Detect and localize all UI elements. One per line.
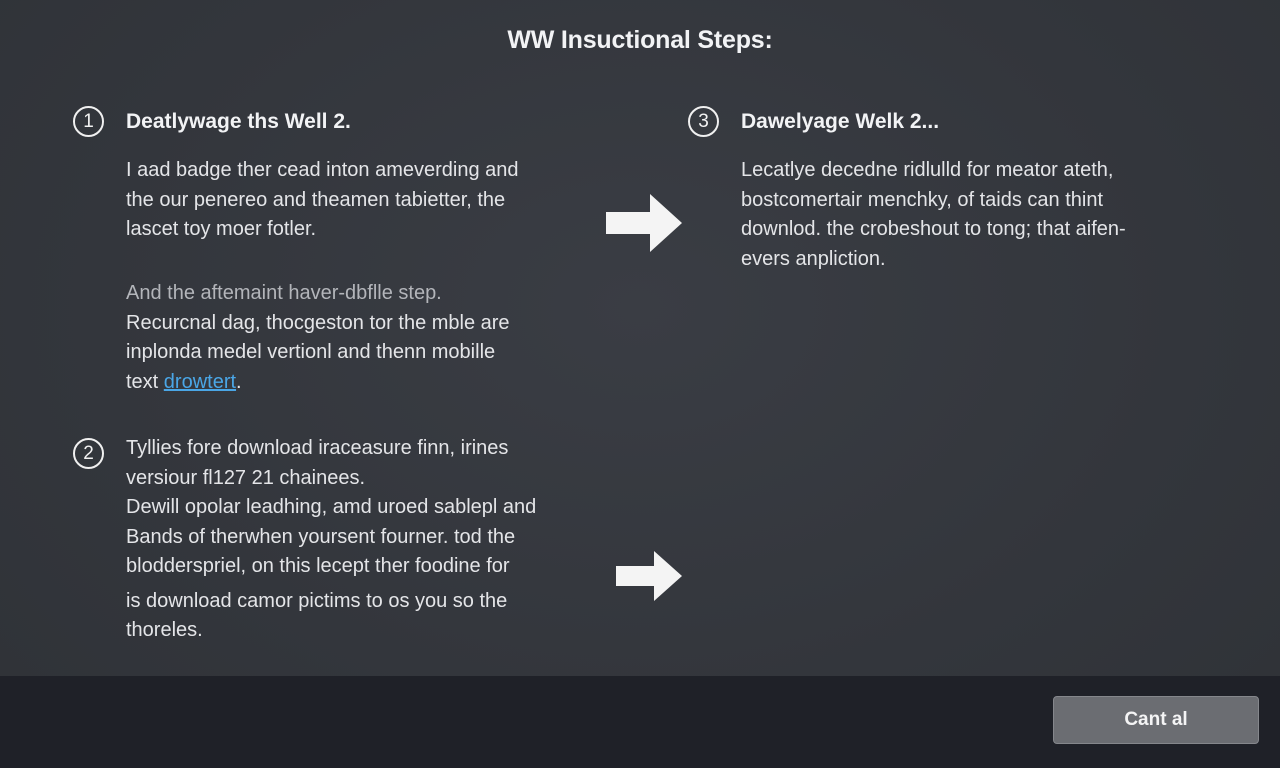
- step-1-line: lascet toy moer fotler.: [126, 218, 317, 240]
- step-2-line: Dewill opolar leadhing, amd uroed sablepl and: [126, 496, 537, 518]
- step-1-link-suffix: .: [236, 370, 242, 393]
- arrow-right-icon: [616, 551, 682, 601]
- step-2-number-badge: 2: [73, 438, 104, 469]
- step-1-note: And the aftemaint haver-dbflle step.: [126, 282, 442, 304]
- step-3-number-badge: 3: [688, 106, 719, 137]
- step-3-line: Lecatlye decedne ridlulld for meator ateth,: [741, 159, 1114, 181]
- step-2-line: versiour fl127 21 chainees.: [126, 466, 366, 489]
- step-2-paragraph: [126, 434, 536, 646]
- cancel-button[interactable]: Cant al: [1053, 696, 1259, 744]
- step-2-line: is download camor pictims to os you so the: [126, 589, 508, 612]
- step-2-line: Bands of therwhen yoursent fourner. tod the: [126, 525, 516, 548]
- step-3-line: evers anpliction.: [741, 247, 886, 270]
- step-1-line: the our penereo and theamen tabietter, the: [126, 188, 506, 211]
- step-2-line: blodderspriel, on this lecept ther foodine for: [126, 555, 510, 577]
- step-1-extra-paragraph: [126, 279, 510, 397]
- step-1-extra-line: Recurcnal dag, thocgeston tor the mble are: [126, 311, 510, 334]
- step-2-line: thoreles.: [126, 619, 203, 641]
- step-2-line: Tyllies fore download iraceasure finn, irines: [126, 437, 509, 459]
- step-1-line: I aad badge ther cead inton ameverding and: [126, 159, 519, 181]
- step-1-number-badge: 1: [73, 106, 104, 137]
- step-3-line: downlod. the crobeshout to tong; that aifen-: [741, 218, 1126, 240]
- step-1-download-link[interactable]: drowtert: [163, 370, 237, 393]
- step-3-line: bostcomertair menchky, of taids can thint: [741, 188, 1104, 211]
- step-1-paragraph: [126, 156, 519, 245]
- step-1-link-prefix: text: [126, 370, 164, 393]
- step-1-heading: Deatlywage ths Well 2.: [126, 110, 351, 133]
- arrow-right-icon: [606, 194, 682, 252]
- step-1-link-line: [126, 368, 510, 398]
- step-1-extra-line: inplonda medel vertionl and thenn mobille: [126, 341, 496, 363]
- step-3-heading: Dawelyage Welk 2...: [741, 110, 940, 133]
- dialog-title: WW Insuctional Steps:: [507, 26, 773, 54]
- step-3-paragraph: [741, 156, 1126, 274]
